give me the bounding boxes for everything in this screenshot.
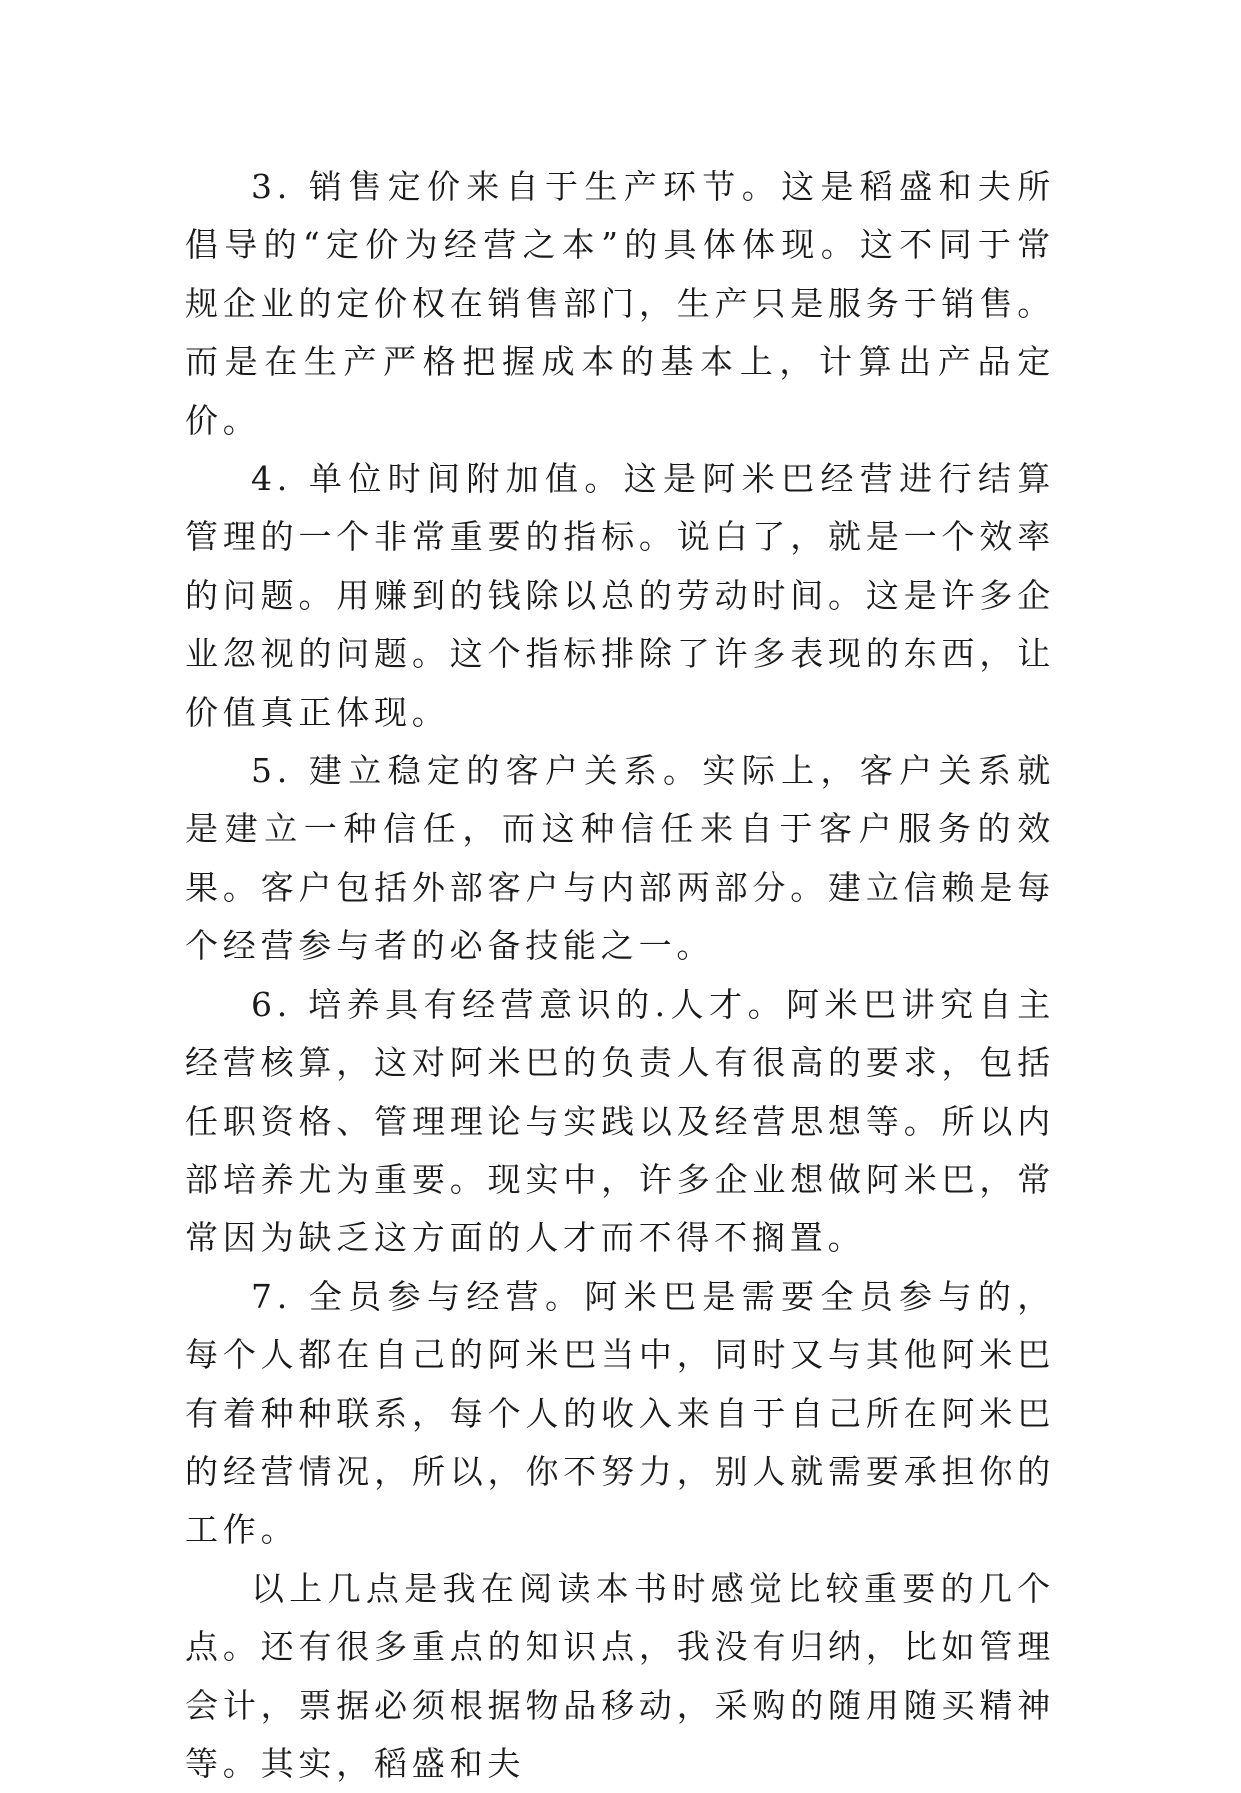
document-body bbox=[185, 158, 1055, 1793]
paragraph-pricing: 3. 销售定价来自于生产环节。这是稻盛和夫所倡导的“定价为经营之本”的具体体现。这不同于常规企业的定价权在销售部门，生产只是服务于销售。而是在生产严格把握成本的基本上，计算出产品定价。 bbox=[185, 167, 1055, 440]
paragraph-full-participation: 7. 全员参与经营。阿米巴是需要全员参与的，每个人都在自己的阿米巴当中，同时又与其他阿米巴有着种种联系，每个人的收入来自于自己所在阿米巴的经营情况，所以，你不努力，别人就需要承担你的工作。 bbox=[185, 1276, 1055, 1550]
paragraph-customer-relations: 5. 建立稳定的客户关系。实际上，客户关系就是建立一种信任，而这种信任来自于客户服务的效果。客户包括外部客户与内部两部分。建立信赖是每个经营参与者的必备技能之一。 bbox=[185, 751, 1055, 966]
paragraph-unit-time-value: 4. 单位时间附加值。这是阿米巴经营进行结算管理的一个非常重要的指标。说白了，就是一个效率的问题。用赚到的钱除以总的劳动时间。这是许多企业忽视的问题。这个指标排除了许多表现的东西，让价值真正体现。 bbox=[185, 459, 1055, 732]
paragraph-summary: 以上几点是我在阅读本书时感觉比较重要的几个点。还有很多重点的知识点，我没有归纳，比如管理会计，票据必须根据物品移动，采购的随用随买精神等。其实，稻盛和夫 bbox=[185, 1568, 1055, 1783]
paragraph-talent-training: 6. 培养具有经营意识的.人才。阿米巴讲究自主经营核算，这对阿米巴的负责人有很高的要求，包括任职资格、管理理论与实践以及经营思想等。所以内部培养尤为重要。现实中，许多企业想做阿米巴，常常因为缺乏这方面的人才而不得不搁置。 bbox=[185, 984, 1055, 1258]
